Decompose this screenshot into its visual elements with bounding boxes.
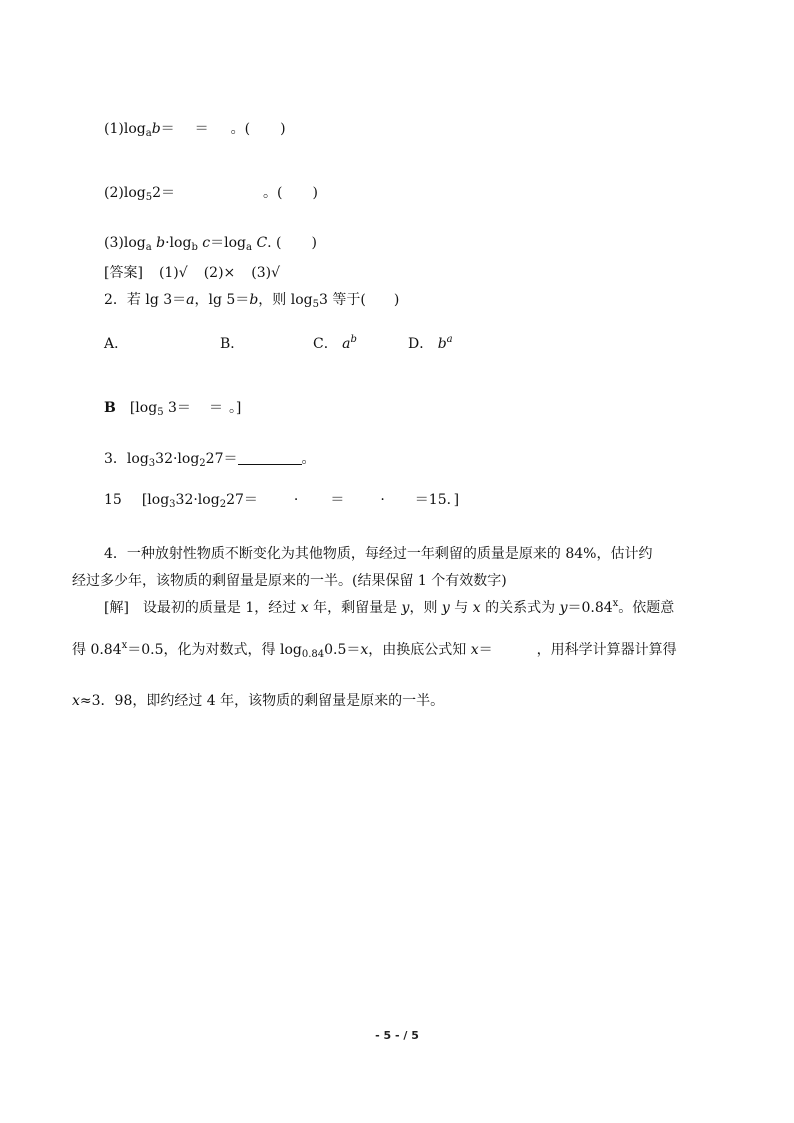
var-y: y xyxy=(401,600,410,616)
var-a: a xyxy=(186,292,195,308)
log-arg: b xyxy=(156,235,166,251)
log-base: a xyxy=(145,242,152,253)
solution-text: ＝0.5，化为对数式，得 log xyxy=(127,642,302,658)
var-x: x xyxy=(360,642,369,658)
option-b-label: B． xyxy=(220,336,245,352)
answer-text: [log xyxy=(141,492,170,508)
q3-text: 。 xyxy=(301,451,316,467)
answer-value: 15 xyxy=(104,492,122,508)
solution-text: ，由换底公式知 xyxy=(368,642,471,658)
var-x: x xyxy=(72,693,80,709)
q3-text: 27＝ xyxy=(205,451,238,467)
equals-sign: ＝ xyxy=(330,492,345,508)
judge-close: ) xyxy=(311,235,317,251)
log-base: 5 xyxy=(157,407,164,418)
option-d xyxy=(408,335,453,353)
option-c xyxy=(313,335,357,353)
option-c-exp: b xyxy=(350,334,357,345)
item-number: (3) xyxy=(104,235,124,251)
var-y: y xyxy=(441,600,450,616)
question-3-answer xyxy=(104,491,459,509)
question-2-answer xyxy=(104,399,241,417)
option-d-exp: a xyxy=(446,334,453,345)
answer-part: (3)√ xyxy=(251,265,281,281)
option-c-label: C． xyxy=(313,336,338,352)
answer-part: (2)× xyxy=(203,265,236,281)
log-base: 3 xyxy=(148,458,156,469)
question-1-3 xyxy=(104,234,317,252)
answer-1 xyxy=(104,264,280,282)
log-base: 2 xyxy=(199,458,206,469)
log-base: a xyxy=(246,242,252,253)
judge-open: . ( xyxy=(267,235,282,251)
solution-text: ＝0.84 xyxy=(567,600,613,616)
equals-sign: ＝ xyxy=(208,400,223,416)
answer-dot: · xyxy=(380,492,385,508)
log-arg: C xyxy=(256,235,268,251)
log-arg: 2＝ xyxy=(152,185,176,201)
equals-sign: ＝ xyxy=(194,121,209,137)
q2-text: ，则 log xyxy=(258,292,313,308)
log-arg: c xyxy=(202,235,211,251)
answer-blank xyxy=(238,450,302,465)
judge-close: ) xyxy=(312,185,318,201)
solution-line-1 xyxy=(104,599,674,617)
var-b: b xyxy=(249,292,259,308)
answer-dot: · xyxy=(293,492,299,508)
solution-text: ＝ xyxy=(478,642,493,658)
solution-text: ，用科学计算器计算得 xyxy=(536,642,677,658)
var-x: x xyxy=(472,600,481,616)
question-1-1 xyxy=(104,120,286,138)
solution-text: 与 xyxy=(449,600,473,616)
option-a xyxy=(104,335,128,353)
item-number: (1) xyxy=(104,121,124,137)
log-text: ＝log xyxy=(210,235,247,251)
solution-text: ≈3．98，即约经过 4 年，该物质的剩留量是原来的一半。 xyxy=(79,693,445,709)
question-4-line-2: 经过多少年，该物质的剩留量是原来的一半。(结果保留 1 个有效数字) xyxy=(72,573,507,589)
q2-text: 2．若 lg 3＝ xyxy=(104,292,187,308)
q2-text: ，lg 5＝ xyxy=(194,292,250,308)
question-3 xyxy=(104,450,316,468)
log-base: 5 xyxy=(145,192,153,203)
answer-part: (1)√ xyxy=(158,265,188,281)
answer-text: 32·log xyxy=(175,492,220,508)
solution-line-2 xyxy=(72,641,677,659)
log-text: log xyxy=(123,185,146,201)
question-1-2 xyxy=(104,184,318,202)
answer-text: [log xyxy=(129,400,158,416)
q2-text: 3 等于( xyxy=(318,292,366,308)
solution-text: 0.5＝ xyxy=(324,642,361,658)
var-y: y xyxy=(559,600,568,616)
answer-text: ＝15．] xyxy=(414,492,460,508)
log-text: log xyxy=(123,235,146,251)
log-text: log xyxy=(123,121,146,137)
log-base: 5 xyxy=(312,299,319,310)
var-x: x xyxy=(470,642,479,658)
solution-text: 的关系式为 xyxy=(480,600,560,616)
solution-line-3 xyxy=(72,692,444,710)
log-base: b xyxy=(191,242,198,253)
log-text: ·log xyxy=(165,235,192,251)
answer-choice: B xyxy=(104,400,116,416)
q3-text: 3．log xyxy=(104,451,149,467)
judge-close: ) xyxy=(280,121,286,137)
solution-text: 年，剩留量是 xyxy=(308,600,402,616)
answer-label: [答案] xyxy=(104,265,143,281)
option-a-label: A． xyxy=(104,336,129,352)
exponent-x: x xyxy=(121,640,128,651)
exponent-x: x xyxy=(612,598,619,609)
judge-open: 。( xyxy=(230,121,251,137)
answer-text: 3＝ xyxy=(168,400,191,416)
q2-close: ) xyxy=(393,292,400,308)
page-number: - 5 - / 5 xyxy=(375,1029,419,1042)
option-d-label: D． xyxy=(408,336,434,352)
log-base: 3 xyxy=(169,499,176,510)
log-base: 2 xyxy=(219,499,227,510)
question-2 xyxy=(104,291,399,309)
log-base: a xyxy=(145,128,152,139)
option-d-base: b xyxy=(437,336,447,352)
equals-sign: ＝ xyxy=(160,121,175,137)
solution-text: [解] 设最初的质量是 1，经过 xyxy=(104,600,301,616)
judge-open: 。( xyxy=(263,185,283,201)
log-base: 0.84 xyxy=(301,649,325,660)
var-x: x xyxy=(300,600,309,616)
log-arg: b xyxy=(151,121,161,137)
solution-text: ，则 xyxy=(409,600,442,616)
answer-text: 27＝ xyxy=(226,492,258,508)
answer-text: 。] xyxy=(228,400,242,416)
option-b xyxy=(220,335,244,353)
option-c-base: a xyxy=(342,336,351,352)
solution-text: 。依题意 xyxy=(618,600,675,616)
item-number: (2) xyxy=(104,185,124,201)
solution-text: 得 0.84 xyxy=(72,642,122,658)
q3-text: 32·log xyxy=(155,451,200,467)
question-4-line-1: 4．一种放射性物质不断变化为其他物质，每经过一年剩留的质量是原来的 84%，估计约 xyxy=(104,546,653,562)
